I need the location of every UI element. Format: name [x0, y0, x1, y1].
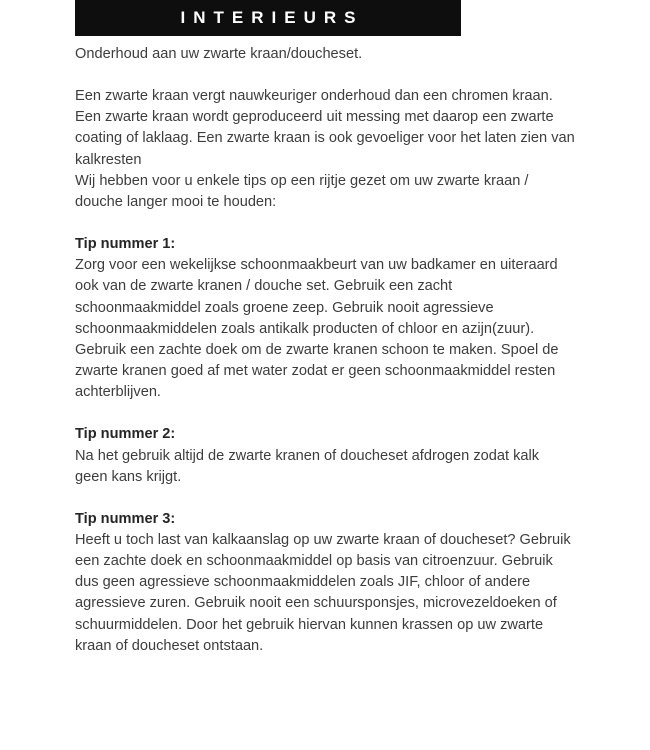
tip-1-heading: Tip nummer 1:: [75, 236, 176, 253]
intro-paragraph-2: Wij hebben voor u enkele tips op een rijtje gezet om uw zwarte kraan / douche langer mooi te houden:: [75, 172, 529, 210]
intro-paragraph-1: Een zwarte kraan vergt nauwkeuriger onderhoud dan een chromen kraan. Een zwarte kraan wordt geproduceerd uit messing met daarop een zwarte coating of laklaag. Een zwarte kraan is ook gevoeliger voor het laten zien van kalkresten: [75, 88, 575, 168]
brand-banner-label: INTERIEURS: [180, 8, 364, 27]
tip-2-paragraph-1: Na het gebruik altijd de zwarte kranen of doucheset afdrogen zodat kalk geen kans krijgt.: [75, 447, 540, 485]
tip-2-heading: Tip nummer 2:: [75, 426, 176, 443]
brand-banner: [75, 0, 461, 36]
tip-1-paragraph-2: Gebruik een zachte doek om de zwarte kranen schoon te maken. Spoel de zwarte kranen goed af met water zodat er geen schoonmaakmiddel resten achterblijven.: [75, 341, 559, 401]
tip-1-paragraph-1: Zorg voor een wekelijkse schoonmaakbeurt van uw badkamer en uiteraard ook van de zwarte kranen / douche set. Gebruik een zacht schoonmaakmiddel zoals groene zeep. Gebruik nooit agressieve schoonmaakmiddelen zoals antikalk producten of chloor en azijn(zuur).: [75, 257, 558, 337]
tip-3-heading: Tip nummer 3:: [75, 510, 176, 527]
page-title: Onderhoud aan uw zwarte kraan/doucheset.: [75, 46, 363, 62]
tip-3-paragraph-1: Heeft u toch last van kalkaanslag op uw zwarte kraan of doucheset? Gebruik een zachte doek en schoonmaakmiddel op basis van citroenzuur. Gebruik dus geen agressieve schoonmaakmiddelen zoals JIF, chloor of andere agressieve zuren. Gebruik nooit een schuursponsjes, microvezeldoeken of schuurmiddelen. Door het gebruik hiervan kunnen krassen op uw zwarte kraan of doucheset ontstaan.: [75, 531, 571, 654]
article-content: [75, 44, 575, 657]
